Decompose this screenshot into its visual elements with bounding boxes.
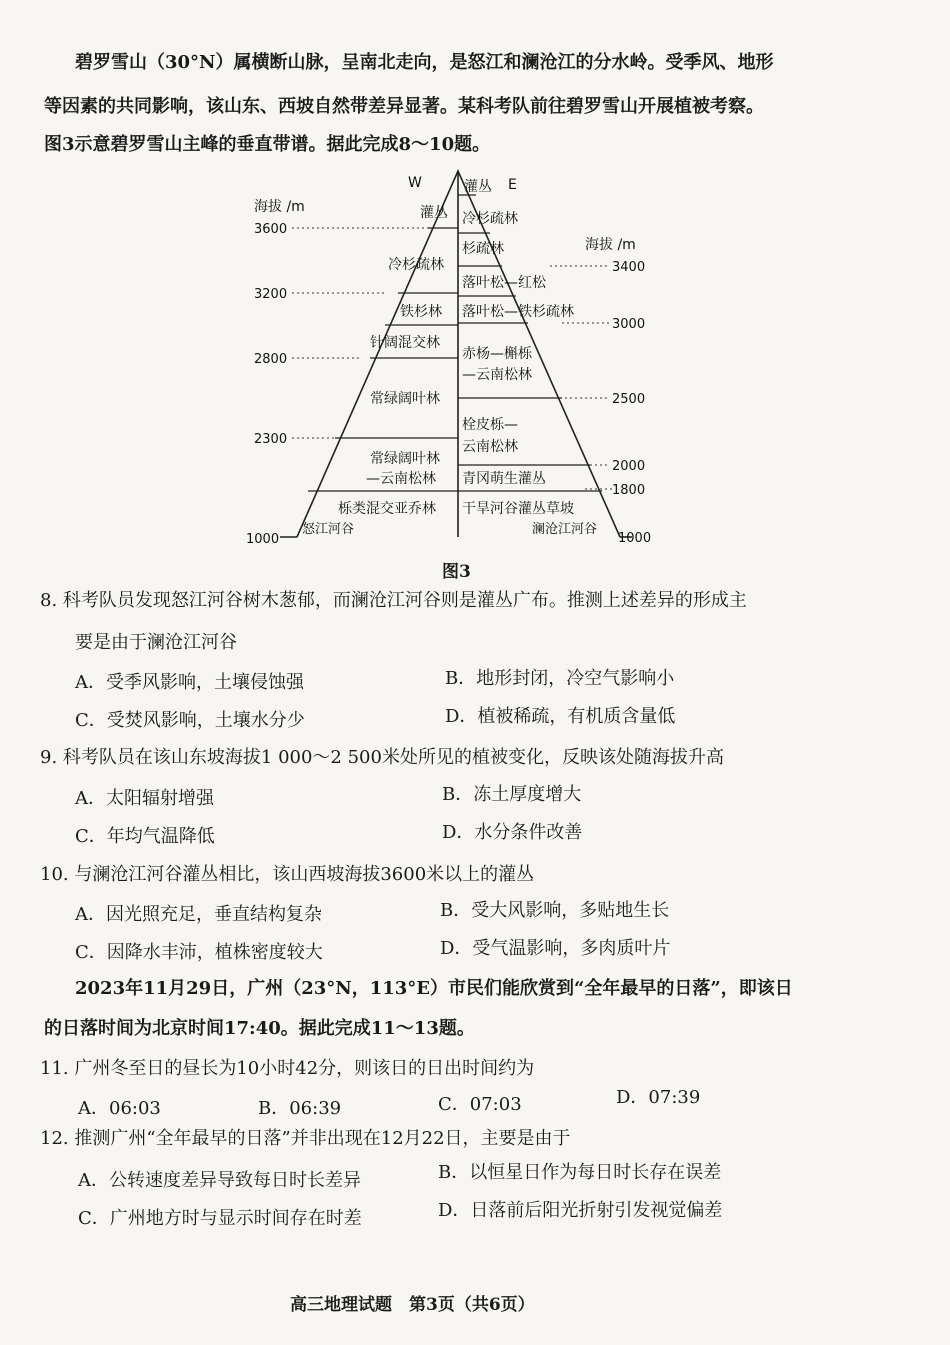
q9-option-c: C．年均气温降低 — [75, 826, 215, 847]
intro2-line-2: 的日落时间为北京时间17:40。据此完成11～13题。 — [44, 1018, 475, 1039]
east-zone-sparse: 杉疏林 — [462, 241, 504, 257]
west-label: W — [408, 175, 422, 191]
east-zone-fir: 冷杉疏林 — [462, 211, 518, 227]
west-base-valley: 怒江河谷 — [302, 522, 355, 537]
right-tick-3400: 3400 — [612, 260, 646, 275]
q9-option-a: A．太阳辐射增强 — [75, 788, 214, 809]
q12-option-a: A．公转速度差异导致每日时长差异 — [78, 1170, 361, 1191]
right-tick-1000: 1000 — [618, 531, 652, 545]
east-zone-yunnan-pine: —云南松林 — [462, 367, 532, 383]
q12-option-c: C．广州地方时与显示时间存在时差 — [78, 1208, 362, 1229]
q12-option-b: B．以恒星日作为每日时长存在误差 — [438, 1162, 722, 1183]
intro-line-2: 等因素的共同影响，该山东、西坡自然带差异显著。某科考队前往碧罗雪山开展植被考察。 — [44, 96, 764, 117]
east-zone-alder-oak: 赤杨—槲栎 — [462, 346, 532, 362]
q10-option-c: C．因降水丰沛，植株密度较大 — [75, 942, 323, 963]
east-zone-larch-hemlock: 落叶松—铁杉疏林 — [462, 304, 574, 320]
vegetation-zone-diagram — [240, 165, 660, 545]
east-zone-cork-oak: 栓皮栎— — [462, 417, 518, 433]
q10-option-b: B．受大风影响，多贴地生长 — [440, 900, 670, 921]
q8-stem-1: 8. 科考队员发现怒江河谷树木葱郁，而澜沧江河谷则是灌丛广布。推测上述差异的形成主 — [40, 590, 747, 611]
q10-option-d: D．受气温影响，多肉质叶片 — [440, 938, 671, 959]
intro2-line-1: 2023年11月29日，广州（23°N，113°E）市民们能欣赏到“全年最早的日落”，即该日 — [75, 978, 793, 999]
west-zone-shrub: 灌丛 — [420, 205, 448, 221]
intro-line-1: 碧罗雪山（30°N）属横断山脉，呈南北走向，是怒江和澜沧江的分水岭。受季风、地形 — [75, 52, 774, 73]
q11-option-d: D．07:39 — [616, 1087, 701, 1108]
west-zone-mixed: 针阔混交林 — [370, 335, 440, 351]
east-zone-dry-valley: 干旱河谷灌丛草坡 — [462, 501, 574, 517]
q11-option-a: A．06:03 — [78, 1098, 161, 1119]
west-zone-oak: 栎类混交亚乔林 — [338, 501, 436, 517]
q9-option-b: B．冻土厚度增大 — [442, 784, 582, 805]
right-tick-3000: 3000 — [612, 317, 646, 332]
q8-option-d: D．植被稀疏，有机质含量低 — [445, 706, 676, 727]
left-tick-3200: 3200 — [254, 287, 288, 302]
intro-line-3: 图3示意碧罗雪山主峰的垂直带谱。据此完成8～10题。 — [44, 134, 491, 155]
left-axis-title: 海拔 /m — [254, 199, 305, 215]
q11-stem: 11. 广州冬至日的昼长为10小时42分，则该日的日出时间约为 — [40, 1058, 535, 1079]
q8-option-c: C．受焚风影响，土壤水分少 — [75, 710, 305, 731]
q9-stem: 9. 科考队员在该山东坡海拔1 000～2 500米处所见的植被变化，反映该处随海拔升高 — [40, 747, 724, 768]
east-zone-coppice: 青冈萌生灌丛 — [462, 471, 546, 487]
q8-option-a: A．受季风影响，土壤侵蚀强 — [75, 672, 304, 693]
east-base-valley: 澜沧江河谷 — [532, 522, 598, 537]
right-tick-2500: 2500 — [612, 392, 646, 407]
q12-option-d: D．日落前后阳光折射引发视觉偏差 — [438, 1200, 723, 1221]
q8-option-b: B．地形封闭，冷空气影响小 — [445, 668, 675, 689]
q8-stem-2: 要是由于澜沧江河谷 — [75, 632, 237, 653]
west-zone-hemlock: 铁杉林 — [400, 304, 442, 320]
q9-option-d: D．水分条件改善 — [442, 822, 583, 843]
east-zone-yunnan-pine-2: 云南松林 — [462, 439, 518, 455]
right-tick-2000: 2000 — [612, 459, 646, 474]
left-tick-2300: 2300 — [254, 432, 288, 447]
q10-stem: 10. 与澜沧江河谷灌丛相比，该山西坡海拔3600米以上的灌丛 — [40, 864, 535, 885]
page-footer: 高三地理试题 第3页（共6页） — [290, 1295, 535, 1315]
right-tick-1800: 1800 — [612, 483, 646, 498]
west-zone-fir: 冷杉疏林 — [388, 257, 444, 273]
east-label: E — [508, 177, 517, 193]
east-zone-larch-pine: 落叶松—红松 — [462, 275, 546, 291]
left-tick-3600: 3600 — [254, 222, 288, 237]
west-zone-evergreen: 常绿阔叶林 — [370, 391, 440, 407]
q10-option-a: A．因光照充足，垂直结构复杂 — [75, 904, 322, 925]
right-axis-title: 海拔 /m — [585, 237, 636, 253]
west-zone-evergreen-2: 常绿阔叶林 — [370, 451, 440, 467]
east-zone-shrub: 灌丛 — [464, 179, 492, 195]
west-zone-yunnan-pine: —云南松林 — [366, 471, 436, 487]
left-tick-1000: 1000 — [246, 532, 280, 545]
q12-stem: 12. 推测广州“全年最早的日落”并非出现在12月22日，主要是由于 — [40, 1128, 571, 1149]
q11-option-b: B．06:39 — [258, 1098, 342, 1119]
figure-caption: 图3 — [442, 562, 471, 582]
left-tick-2800: 2800 — [254, 352, 288, 367]
q11-option-c: C．07:03 — [438, 1094, 522, 1115]
